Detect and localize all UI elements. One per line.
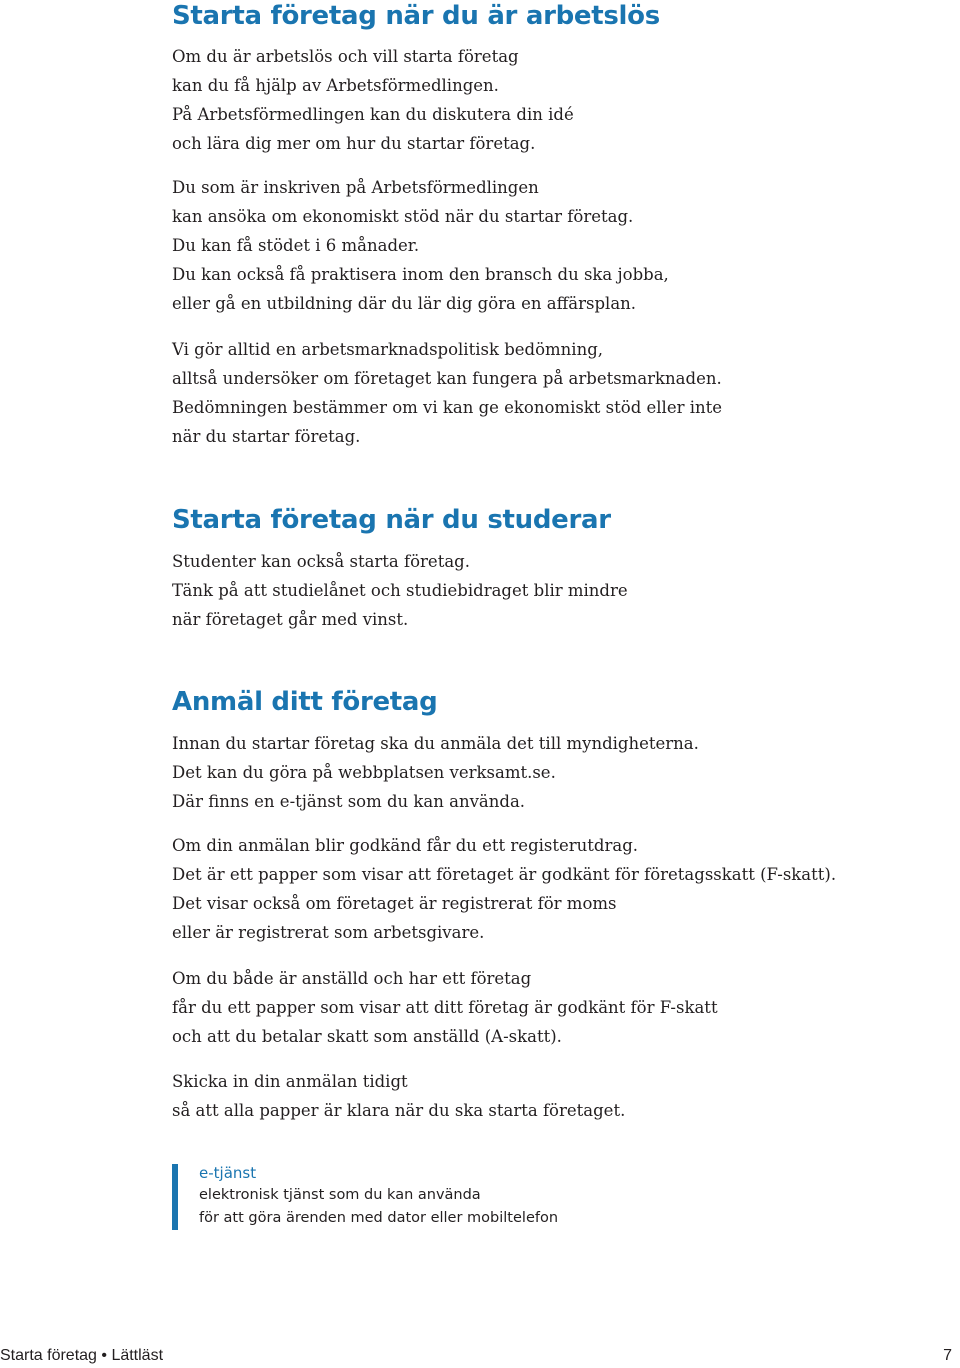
text-line: Där finns en e-tjänst som du kan använda.	[172, 792, 526, 811]
paragraph	[172, 42, 574, 158]
text-line: Du som är inskriven på Arbetsförmedlingen	[172, 178, 539, 197]
text-line: Bedömningen bestämmer om vi kan ge ekonomiskt stöd eller inte	[172, 398, 723, 417]
text-line: Om du är arbetslös och vill starta företag	[172, 47, 519, 66]
text-line: Innan du startar företag ska du anmäla det till myndigheterna.	[172, 734, 699, 753]
text-line: På Arbetsförmedlingen kan du diskutera din idé	[172, 105, 574, 124]
text-line: så att alla papper är klara när du ska starta företaget.	[172, 1101, 626, 1120]
text-line: Om du både är anställd och har ett företag	[172, 969, 532, 988]
heading-arbetslos: Starta företag när du är arbetslös	[172, 1, 660, 31]
text-line: får du ett papper som visar att ditt företag är godkänt för F-skatt	[172, 998, 718, 1017]
text-line: Om din anmälan blir godkänd får du ett registerutdrag.	[172, 836, 639, 855]
text-line: kan ansöka om ekonomiskt stöd när du startar företag.	[172, 207, 634, 226]
text-line: när du startar företag.	[172, 427, 361, 446]
text-line: Det är ett papper som visar att företaget är godkänt för företagsskatt (F-skatt).	[172, 865, 837, 884]
text-line: när företaget går med vinst.	[172, 610, 409, 629]
text-line: Skicka in din anmälan tidigt	[172, 1072, 408, 1091]
definition-line: för att göra ärenden med dator eller mobiltelefon	[199, 1210, 559, 1226]
definition-term: e-tjänst	[199, 1164, 257, 1182]
footer-title: Starta företag • Lättläst	[0, 1347, 164, 1364]
text-line: Det kan du göra på webbplatsen verksamt.se.	[172, 763, 556, 782]
text-line: Tänk på att studielånet och studiebidraget blir mindre	[172, 581, 628, 600]
definition-line: elektronisk tjänst som du kan använda	[199, 1187, 481, 1203]
paragraph	[172, 547, 628, 634]
paragraph	[172, 173, 669, 318]
definition-box	[172, 1164, 558, 1230]
heading-studerar: Starta företag när du studerar	[172, 505, 611, 535]
text-line: Vi gör alltid en arbetsmarknadspolitisk bedömning,	[172, 340, 604, 359]
paragraph	[172, 964, 718, 1051]
text-line: alltså undersöker om företaget kan fungera på arbetsmarknaden.	[172, 369, 722, 388]
page-number: 7	[943, 1347, 952, 1364]
text-line: Du kan också få praktisera inom den bransch du ska jobba,	[172, 265, 669, 284]
paragraph	[172, 729, 699, 816]
text-line: kan du få hjälp av Arbetsförmedlingen.	[172, 76, 499, 95]
text-line: Det visar också om företaget är registrerat för moms	[172, 894, 617, 913]
text-line: Du kan få stödet i 6 månader.	[172, 236, 420, 255]
heading-anmal: Anmäl ditt företag	[172, 687, 438, 717]
paragraph	[172, 1067, 625, 1125]
text-line: Studenter kan också starta företag.	[172, 552, 470, 571]
text-line: eller gå en utbildning där du lär dig göra en affärsplan.	[172, 294, 637, 313]
text-line: och att du betalar skatt som anställd (A-skatt).	[172, 1027, 562, 1046]
paragraph	[172, 831, 836, 947]
text-line: och lära dig mer om hur du startar företag.	[172, 134, 536, 153]
paragraph	[172, 335, 722, 451]
text-line: eller är registrerat som arbetsgivare.	[172, 923, 485, 942]
